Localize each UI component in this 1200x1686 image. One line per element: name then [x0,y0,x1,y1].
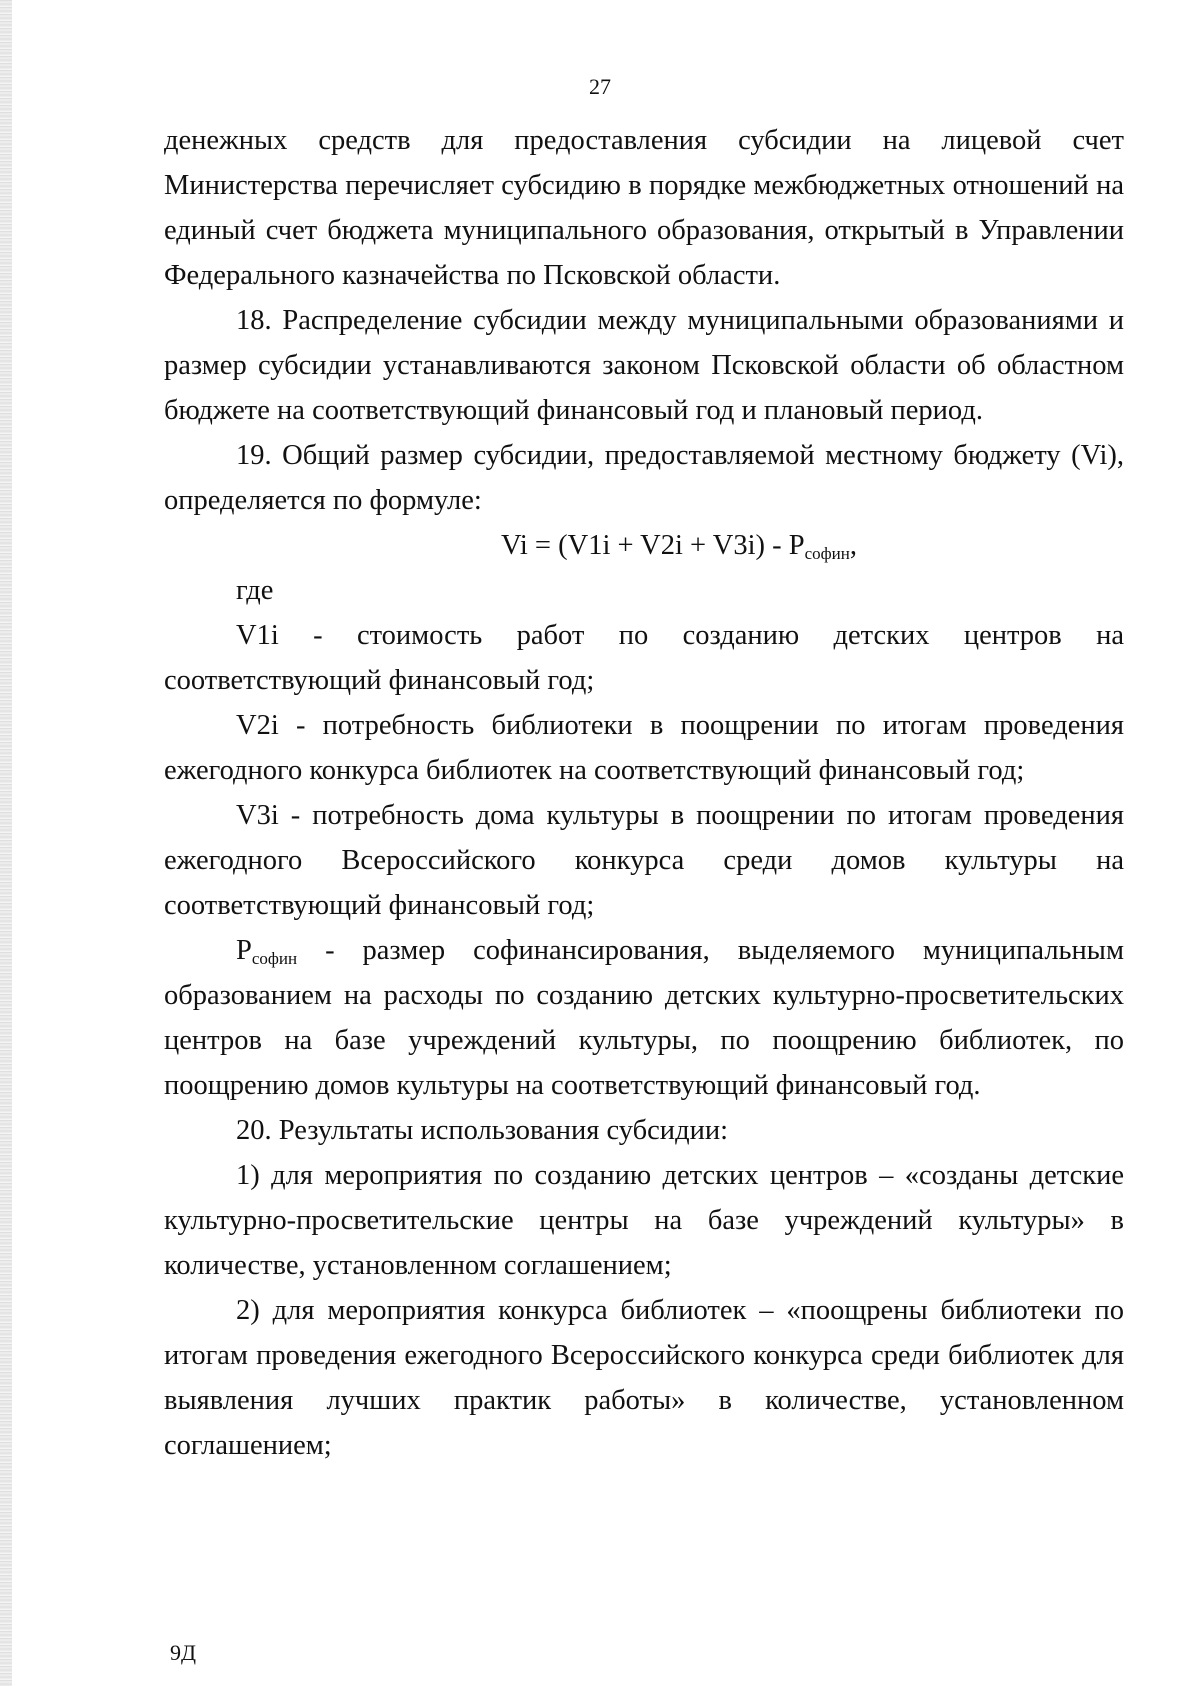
definition-v2i: V2i - потребность библиотеки в поощрении по итогам проведения ежегодного конкурса библиотек на соответствующий финансовый год; [164,710,1124,786]
footer-code: 9Д [170,1640,197,1665]
psofin-text: - размер софинансирования, выделяемого муниципальным образованием на расходы по созданию детских культурно-просветительских центров на базе учреждений культуры, по поощрению библиотек, по поощрению домов культуры на соответствующий финансовый год. [164,935,1124,1101]
formula [164,523,1124,568]
scan-edge [0,0,12,1686]
formula-tail: , [849,530,857,561]
result-item-2: 2) для мероприятия конкурса библиотек – «поощрены библиотеки по итогам проведения ежегодного Всероссийского конкурса среди библиотек для выявления лучших практик работы» в количестве, установленном соглашением; [164,1295,1124,1461]
where-label: где [236,575,274,606]
document-body [164,118,1124,1468]
definition-v1i: V1i - стоимость работ по созданию детских центров на соответствующий финансовый год; [164,620,1124,696]
formula-main: Vi = (V1i + V2i + V3i) - P [501,530,805,561]
paragraph-19: 19. Общий размер субсидии, предоставляемой местному бюджету (Vi), определяется по формуле: [164,440,1124,516]
result-item-1: 1) для мероприятия по созданию детских центров – «созданы детские культурно-просветительские центры на базе учреждений культуры» в количестве, установленном соглашением; [164,1160,1124,1281]
definition-v3i: V3i - потребность дома культуры в поощрении по итогам проведения ежегодного Всероссийского конкурса среди домов культуры на соответствующий финансовый год; [164,800,1124,921]
psofin-symbol: P [236,935,252,966]
psofin-subscript: софин [251,949,298,968]
paragraph-continuation: денежных средств для предоставления субсидии на лицевой счет Министерства перечисляет субсидию в порядке межбюджетных отношений на единый счет бюджета муниципального образования, открытый в Управлении Федерального казначейства по Псковской области. [164,125,1124,291]
definition-psofin [164,928,1124,1108]
page-number: 27 [589,74,611,99]
paragraph-18: 18. Распределение субсидии между муниципальными образованиями и размер субсидии устанавливаются законом Псковской области об областном бюджете на соответствующий финансовый год и плановый период. [164,305,1124,426]
paragraph-20: 20. Результаты использования субсидии: [236,1115,728,1146]
formula-subscript: софин [804,544,850,563]
